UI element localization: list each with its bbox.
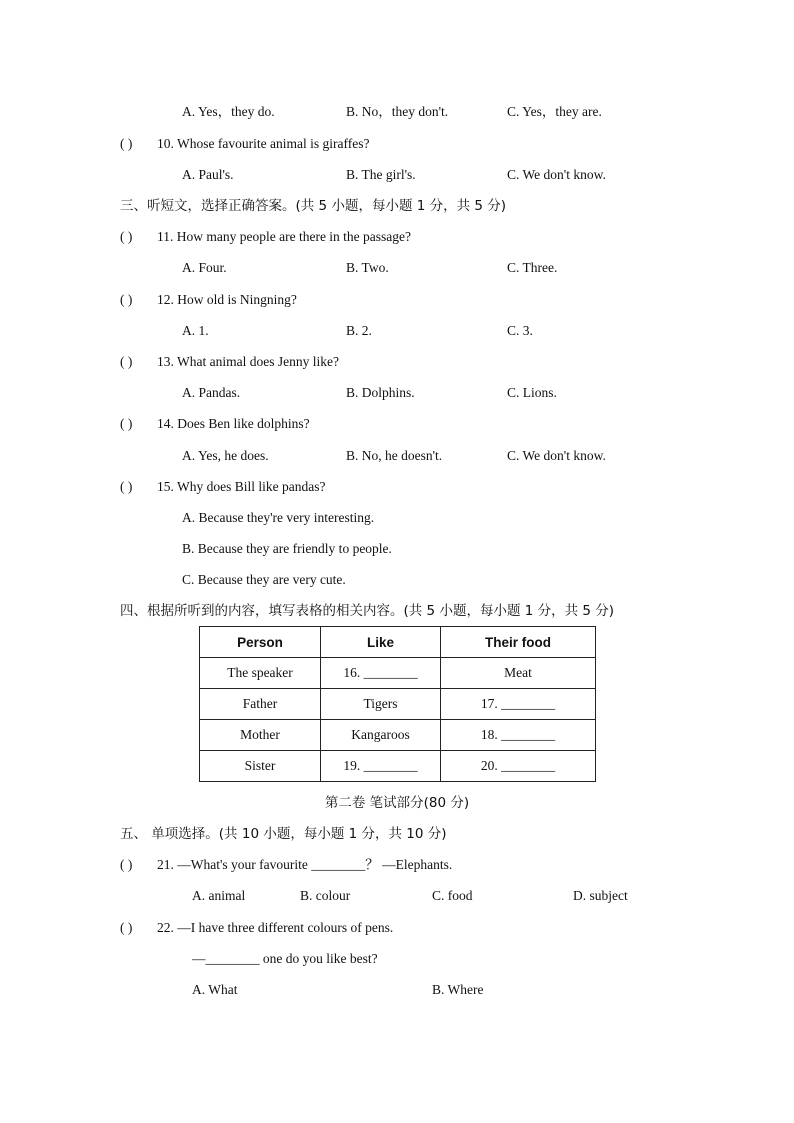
table-row xyxy=(200,720,596,751)
q11-option-a: A. Four. xyxy=(182,260,227,275)
blank-18[interactable]: 18. ________ xyxy=(441,720,596,751)
q12-option-b: B. 2. xyxy=(346,323,372,338)
part-2-title: 第二卷 笔试部分(80 分) xyxy=(324,795,470,811)
q21-question: 21. —What's your favourite ________？ —Elephants. xyxy=(157,857,453,872)
table-header-row xyxy=(200,627,596,658)
q15-answer-blank[interactable]: ( ) xyxy=(120,479,133,494)
blank-20[interactable]: 20. ________ xyxy=(441,751,596,782)
q13-option-a: A. Pandas. xyxy=(182,385,241,400)
section-5-title: 五、 单项选择。(共 10 小题，每小题 1 分，共 10 分) xyxy=(120,826,447,842)
section-4-title: 四、根据所听到的内容，填写表格的相关内容。(共 5 小题，每小题 1 分，共 5 分) xyxy=(120,603,615,619)
q13-option-b: B. Dolphins. xyxy=(346,385,415,400)
q15-question: 15. Why does Bill like pandas? xyxy=(157,479,326,494)
table-cell: Sister xyxy=(200,751,321,782)
q11-answer-blank[interactable]: ( ) xyxy=(120,229,133,244)
q12-option-c: C. 3. xyxy=(507,323,533,338)
q14-answer-blank[interactable]: ( ) xyxy=(120,416,133,431)
section-3-title: 三、听短文，选择正确答案。(共 5 小题，每小题 1 分，共 5 分) xyxy=(120,198,507,214)
q13-question: 13. What animal does Jenny like? xyxy=(157,354,339,369)
table-row xyxy=(200,751,596,782)
q21-option-a: A. animal xyxy=(192,888,246,903)
header-their-food: Their food xyxy=(441,627,596,658)
header-person: Person xyxy=(200,627,321,658)
blank-16[interactable]: 16. ________ xyxy=(321,658,441,689)
q12-answer-blank[interactable]: ( ) xyxy=(120,292,133,307)
q21-option-b: B. colour xyxy=(300,888,351,903)
blank-17[interactable]: 17. ________ xyxy=(441,689,596,720)
q22-option-b: B. Where xyxy=(432,982,484,997)
q14-question: 14. Does Ben like dolphins? xyxy=(157,416,310,431)
q10-option-b: B. The girl's. xyxy=(346,167,416,182)
q22-question-line2: —________ one do you like best? xyxy=(192,951,378,966)
q10-option-a: A. Paul's. xyxy=(182,167,234,182)
q22-answer-blank[interactable]: ( ) xyxy=(120,920,133,935)
table-cell: Mother xyxy=(200,720,321,751)
q13-option-c: C. Lions. xyxy=(507,385,557,400)
q9-option-b: B. No，they don't. xyxy=(346,104,449,119)
q21-option-c: C. food xyxy=(432,888,473,903)
q21-answer-blank[interactable]: ( ) xyxy=(120,857,133,872)
q14-option-b: B. No, he doesn't. xyxy=(346,448,443,463)
q11-question: 11. How many people are there in the passage? xyxy=(157,229,412,244)
table-cell: The speaker xyxy=(200,658,321,689)
header-like: Like xyxy=(321,627,441,658)
table-cell: Meat xyxy=(441,658,596,689)
q14-option-a: A. Yes, he does. xyxy=(182,448,269,463)
q15-option-c: C. Because they are very cute. xyxy=(182,572,346,587)
q9-option-a: A. Yes，they do. xyxy=(182,104,275,119)
q11-option-b: B. Two. xyxy=(346,260,389,275)
q10-question: 10. Whose favourite animal is giraffes? xyxy=(157,136,370,151)
table-cell: Tigers xyxy=(321,689,441,720)
q22-question: 22. —I have three different colours of pens. xyxy=(157,920,394,935)
fill-in-table xyxy=(199,626,596,782)
q14-option-c: C. We don't know. xyxy=(507,448,606,463)
q13-answer-blank[interactable]: ( ) xyxy=(120,354,133,369)
table-cell: Kangaroos xyxy=(321,720,441,751)
q11-option-c: C. Three. xyxy=(507,260,558,275)
table-cell: Father xyxy=(200,689,321,720)
q10-option-c: C. We don't know. xyxy=(507,167,606,182)
blank-19[interactable]: 19. ________ xyxy=(321,751,441,782)
q22-option-a: A. What xyxy=(192,982,238,997)
table-row xyxy=(200,689,596,720)
q12-option-a: A. 1. xyxy=(182,323,209,338)
table-row xyxy=(200,658,596,689)
q10-answer-blank[interactable]: ( ) xyxy=(120,136,133,151)
q15-option-b: B. Because they are friendly to people. xyxy=(182,541,392,556)
q9-option-c: C. Yes，they are. xyxy=(507,104,602,119)
q21-option-d: D. subject xyxy=(573,888,628,903)
q15-option-a: A. Because they're very interesting. xyxy=(182,510,375,525)
q12-question: 12. How old is Ningning? xyxy=(157,292,297,307)
